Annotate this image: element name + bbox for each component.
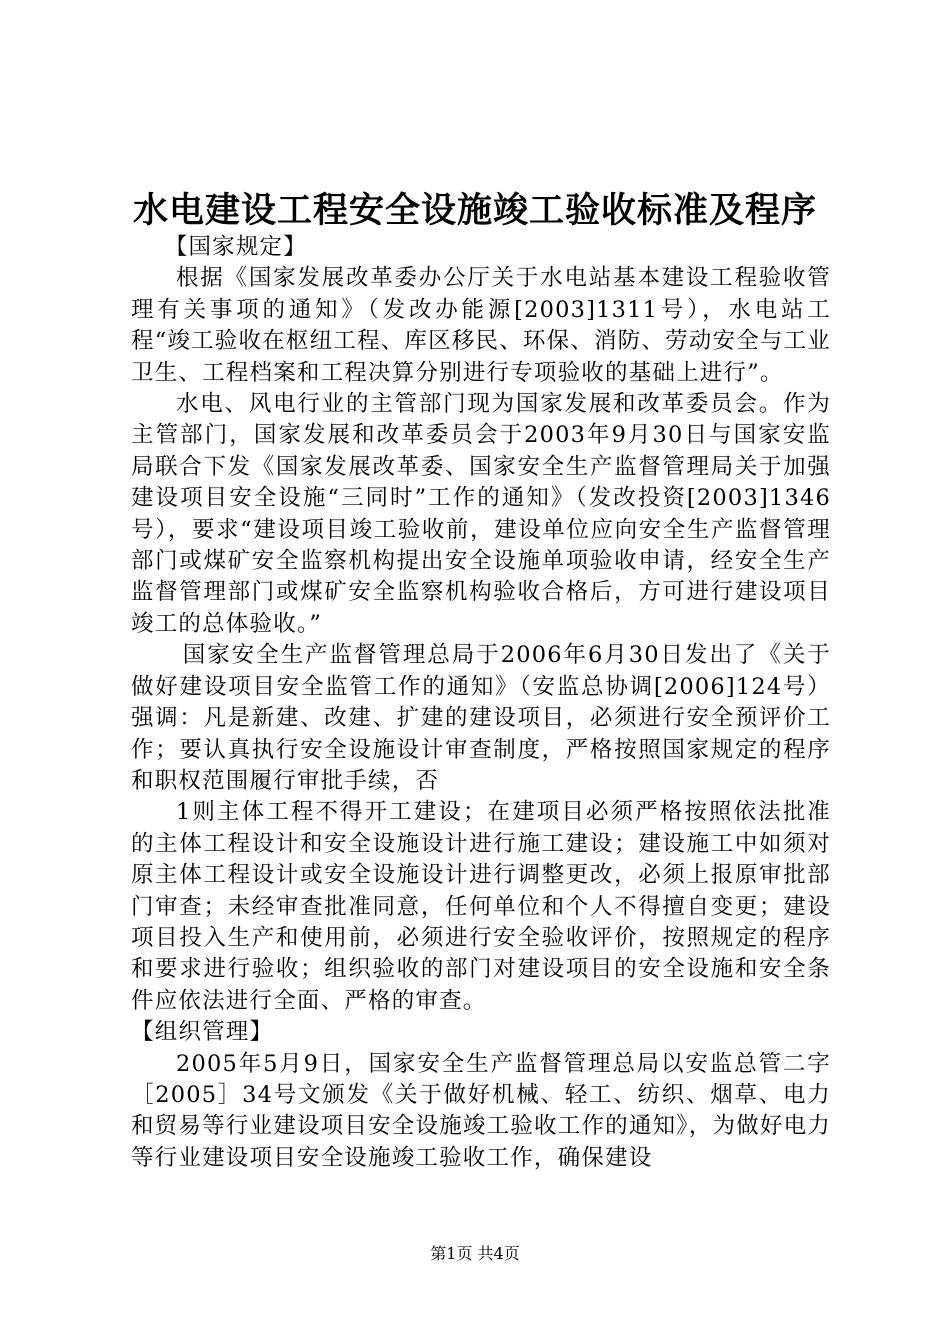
- page-number-footer: 第1页 共4页: [430, 1244, 520, 1263]
- paragraph-5: 2005年5月9日，国家安全生产监督管理总局以安监总管二字［2005］34号文颁发《关于做好机械、轻工、纺织、烟草、电力和贸易等行业建设项目安全设施竣工验收工作的通知》，为做好电力等行业建设项目安全设施竣工验收工作，确保建设: [131, 1050, 831, 1171]
- paragraph-2: 水电、风电行业的主管部门现为国家发展和改革委员会。作为主管部门，国家发展和改革委员会于2003年9月30日与国家安监局联合下发《国家发展改革委、国家安全生产监督管理局关于加强建设项目安全设施“三同时”工作的通知》（发改投资[2003]1346号），要求“建设项目竣工验收前，建设单位应向安全生产监督管理部门或煤矿安全监察机构提出安全设施单项验收申请，经安全生产监督管理部门或煤矿安全监察机构验收合格后，方可进行建设项目竣工的总体验收。”: [131, 391, 831, 637]
- paragraph-3: 国家安全生产监督管理总局于2006年6月30日发出了《关于做好建设项目安全监管工作的通知》（安监总协调[2006]124号）强调：凡是新建、改建、扩建的建设项目，必须进行安全预评价工作；要认真执行安全设施设计审查制度，严格按照国家规定的程序和职权范围履行审批手续，否: [131, 642, 831, 794]
- paragraph-1: 根据《国家发展改革委办公厅关于水电站基本建设工程验收管理有关事项的通知》（发改办能源[2003]1311号），水电站工程“竣工验收在枢纽工程、库区移民、环保、消防、劳动安全与工业卫生、工程档案和工程决算分别进行专项验收的基础上进行”。: [131, 265, 832, 386]
- paragraph-4: 1则主体工程不得开工建设；在建项目必须严格按照依法批准的主体工程设计和安全设施设计进行施工建设；建设施工中如须对原主体工程设计或安全设施设计进行调整更改，必须上报原审批部门审查；未经审查批准同意，任何单位和个人不得擅自变更；建设项目投入生产和使用前，必须进行安全验收评价，按照规定的程序和要求进行验收；组织验收的部门对建设项目的安全设施和安全条件应依法进行全面、严格的审查。: [131, 799, 831, 1014]
- document-body: [131, 232, 831, 1174]
- section-heading-organization-management: 【组织管理】: [131, 1019, 274, 1046]
- document-title: 水电建设工程安全设施竣工验收标准及程序: [132, 190, 817, 231]
- section-heading-national-regulations: 【国家规定】: [164, 234, 307, 260]
